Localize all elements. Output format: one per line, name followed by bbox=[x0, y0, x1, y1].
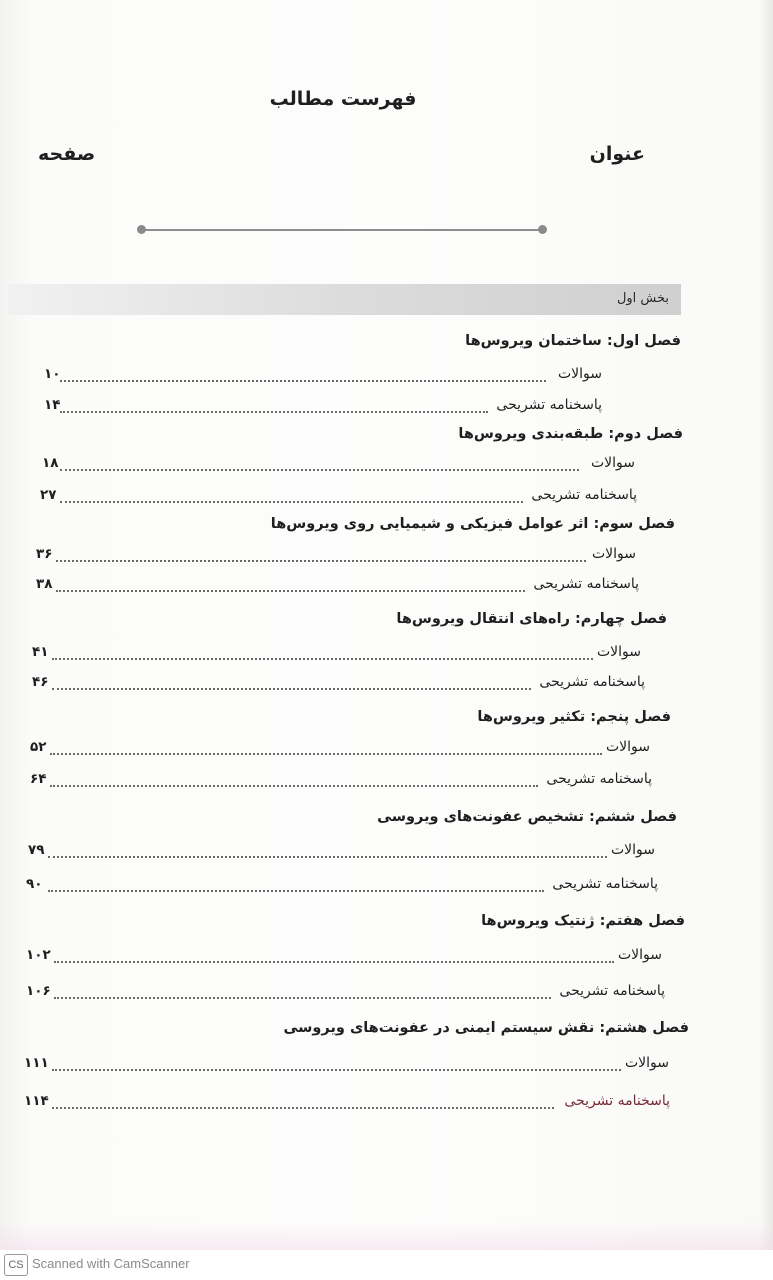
leader-dots bbox=[56, 590, 525, 592]
toc-entry bbox=[24, 1093, 670, 1113]
leader-dots bbox=[48, 856, 607, 858]
entry-label: سوالات bbox=[624, 1055, 669, 1071]
entry-label: سوالات bbox=[617, 947, 662, 963]
page-number: ۳۸ bbox=[36, 576, 53, 592]
page-number: ۳۶ bbox=[36, 546, 53, 562]
page-column-header: صفحه bbox=[38, 143, 96, 165]
page-number: ۱۰۶ bbox=[26, 983, 51, 999]
leader-dots bbox=[54, 997, 551, 999]
scanner-footer bbox=[0, 1252, 773, 1280]
toc-entry bbox=[26, 876, 658, 896]
leader-dots bbox=[52, 658, 593, 660]
toc-entry bbox=[28, 842, 655, 862]
leader-dots bbox=[50, 785, 538, 787]
entry-label: پاسخنامه تشریحی bbox=[539, 674, 645, 690]
chapter-title: فصل سوم: اثر عوامل فیزیکی و شیمیایی روی ویروس‌ها bbox=[270, 516, 675, 532]
section-label: بخش اول bbox=[616, 291, 669, 306]
chapter-title: فصل هشتم: نقش سیستم ایمنی در عفونت‌های ویروسی bbox=[283, 1020, 689, 1036]
entry-label: پاسخنامه تشریحی bbox=[531, 487, 637, 503]
page-number: ۱۴ bbox=[44, 397, 61, 413]
page-title: فهرست مطالب bbox=[269, 88, 417, 110]
leader-dots bbox=[50, 753, 602, 755]
toc-entry bbox=[24, 1055, 669, 1075]
page-number: ۱۱۱ bbox=[24, 1055, 49, 1071]
divider-rule bbox=[141, 229, 543, 231]
entry-label: سوالات bbox=[590, 455, 635, 471]
leader-dots bbox=[48, 890, 544, 892]
entry-label: سوالات bbox=[605, 739, 650, 755]
entry-label: پاسخنامه تشریحی bbox=[552, 876, 658, 892]
page-number: ۱۰ bbox=[44, 366, 61, 382]
page-number: ۱۸ bbox=[42, 455, 59, 471]
chapter-title: فصل چهارم: راه‌های انتقال ویروس‌ها bbox=[396, 611, 667, 627]
page-number: ۷۹ bbox=[28, 842, 45, 858]
page-number: ۶۴ bbox=[30, 771, 47, 787]
page-number: ۵۲ bbox=[30, 739, 47, 755]
leader-dots bbox=[54, 961, 614, 963]
leader-dots bbox=[60, 411, 488, 413]
leader-dots bbox=[56, 560, 586, 562]
entry-label: پاسخنامه تشریحی bbox=[533, 576, 639, 592]
toc-entry bbox=[30, 739, 650, 759]
toc-entry bbox=[36, 576, 639, 596]
entry-label: سوالات bbox=[591, 546, 636, 562]
leader-dots bbox=[52, 1069, 621, 1071]
entry-label: سوالات bbox=[557, 366, 602, 382]
section-bar bbox=[8, 284, 681, 315]
entry-label: پاسخنامه تشریحی bbox=[546, 771, 652, 787]
page-number: ۴۶ bbox=[32, 674, 49, 690]
page-number: ۱۰۲ bbox=[26, 947, 51, 963]
page-number: ۴۱ bbox=[32, 644, 49, 660]
chapter-title: فصل دوم: طبقه‌بندی ویروس‌ها bbox=[458, 426, 683, 442]
leader-dots bbox=[60, 501, 523, 503]
toc-entry bbox=[36, 546, 636, 566]
entry-label: سوالات bbox=[596, 644, 641, 660]
entry-label: پاسخنامه تشریحی bbox=[559, 983, 665, 999]
leader-dots bbox=[60, 380, 546, 382]
scanner-watermark: Scanned with CamScanner bbox=[32, 1256, 190, 1271]
entry-label: پاسخنامه تشریحی bbox=[496, 397, 602, 413]
entry-label: سوالات bbox=[610, 842, 655, 858]
page-number: ۲۷ bbox=[40, 487, 57, 503]
page-number: ۱۱۴ bbox=[24, 1093, 49, 1109]
leader-dots bbox=[52, 688, 531, 690]
page-number: ۹۰ bbox=[26, 876, 43, 892]
title-column-header: عنوان bbox=[589, 143, 645, 165]
camscanner-icon: CS bbox=[4, 1254, 28, 1276]
chapter-title: فصل اول: ساختمان ویروس‌ها bbox=[465, 333, 681, 349]
leader-dots bbox=[52, 1107, 554, 1109]
toc-entry bbox=[32, 644, 641, 664]
toc-entry bbox=[40, 487, 637, 507]
entry-label: پاسخنامه تشریحی bbox=[564, 1093, 670, 1109]
leader-dots bbox=[60, 469, 579, 471]
chapter-title: فصل پنجم: تکثیر ویروس‌ها bbox=[477, 709, 671, 725]
toc-entry bbox=[30, 771, 652, 791]
toc-entry bbox=[32, 674, 645, 694]
chapter-title: فصل ششم: تشخیص عفونت‌های ویروسی bbox=[377, 809, 677, 825]
toc-entry bbox=[44, 366, 602, 386]
chapter-title: فصل هفتم: ژنتیک ویروس‌ها bbox=[481, 913, 685, 929]
toc-entry bbox=[44, 397, 602, 417]
toc-entry bbox=[26, 947, 662, 967]
toc-entry bbox=[42, 455, 635, 475]
toc-entry bbox=[26, 983, 665, 1003]
